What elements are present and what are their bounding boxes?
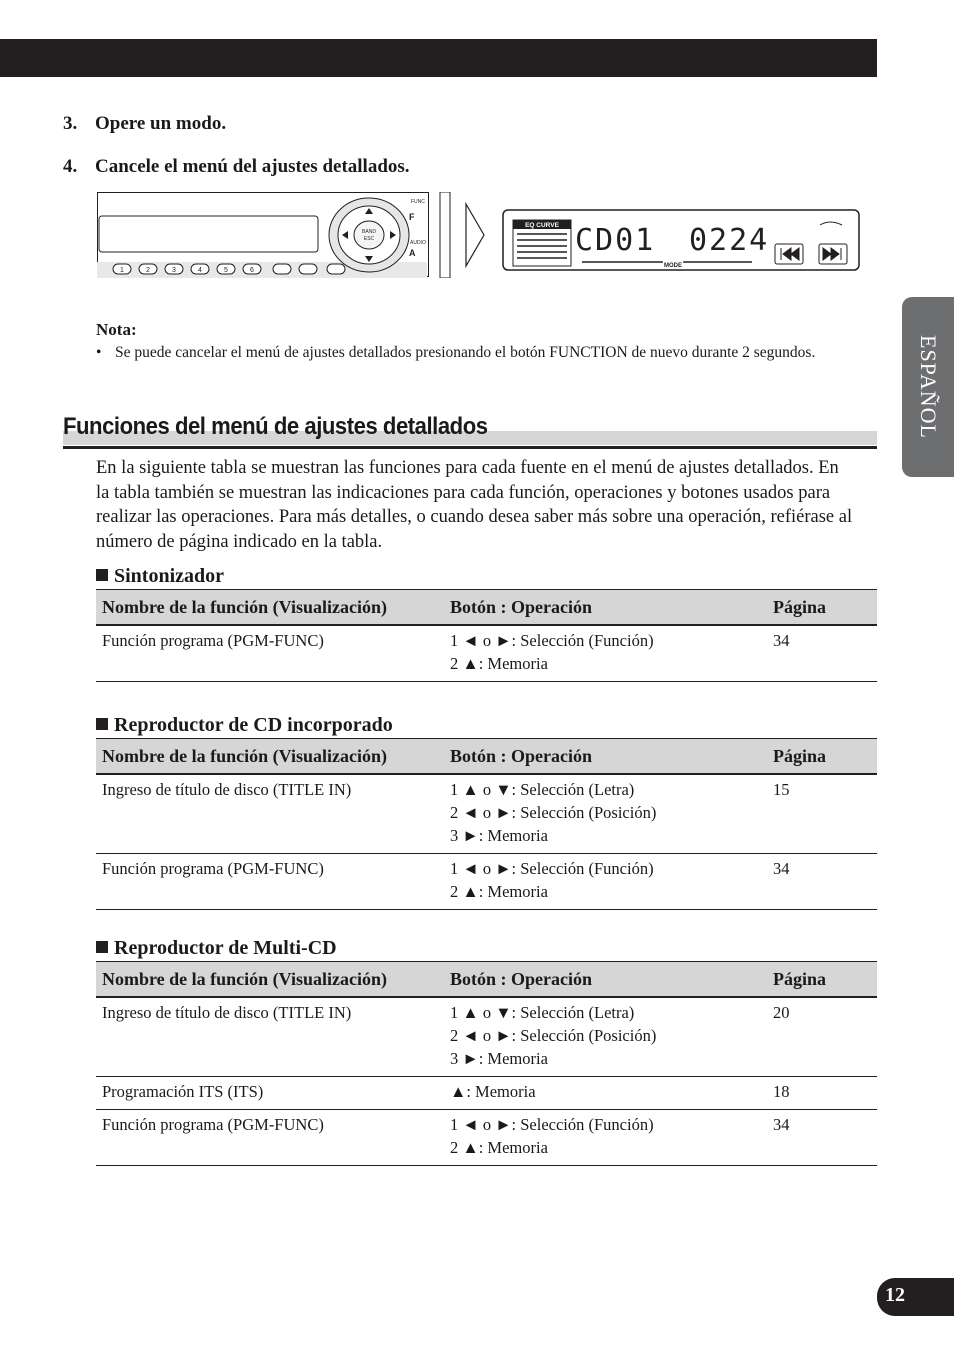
cell-name: Función programa (PGM-FUNC) [96, 625, 444, 682]
arrow-right-icon [466, 204, 484, 266]
header-page: Página [767, 590, 877, 626]
operation-line: 1 ▲ o ▼: Selección (Letra) [450, 1003, 635, 1022]
cell-page: 18 [767, 1077, 877, 1110]
nota-title: Nota: [96, 320, 137, 339]
preset-label-5: 5 [224, 267, 228, 274]
section-heading [63, 413, 877, 449]
function-table-cd [96, 738, 877, 910]
square-bullet-icon [96, 941, 108, 953]
operation-line: 1 ◄ o ►: Selección (Función) [450, 1115, 654, 1134]
preset-label-2: 2 [146, 267, 150, 274]
unit-audio-label: AUDIO [410, 240, 426, 246]
subsection-title-text: Sintonizador [114, 565, 225, 587]
subsection-title [96, 714, 393, 737]
cell-page: 20 [767, 997, 877, 1077]
step-4 [63, 156, 410, 178]
header-operation: Botón : Operación [444, 739, 767, 775]
unit-display-window [99, 216, 318, 252]
lcd-mode-label: MODE [664, 263, 682, 269]
header-page: Página [767, 739, 877, 775]
unit-esc-label: ESC [363, 236, 375, 242]
page-number-badge [877, 1278, 954, 1316]
head-unit-illustration [97, 192, 861, 278]
bullet-icon: • [96, 344, 102, 361]
subsection-title [96, 937, 337, 960]
header-operation: Botón : Operación [444, 962, 767, 998]
unit-a-label: A [409, 248, 416, 258]
cell-name: Ingreso de título de disco (TITLE IN) [96, 774, 444, 854]
operation-line: 2 ▲: Memoria [450, 1138, 548, 1157]
table-row [96, 854, 877, 910]
operation-line: 2 ▲: Memoria [450, 654, 548, 673]
step-text: Opere un modo. [95, 113, 227, 134]
cell-operation [444, 997, 767, 1077]
header-name: Nombre de la función (Visualización) [96, 590, 444, 626]
preset-label-3: 3 [172, 267, 176, 274]
operation-line: 1 ◄ o ►: Selección (Función) [450, 859, 654, 878]
table-header-row [96, 590, 877, 626]
table-row [96, 774, 877, 854]
cell-name: Programación ITS (ITS) [96, 1077, 444, 1110]
cell-page: 34 [767, 1110, 877, 1166]
section-title: Funciones del menú de ajustes detallados [63, 413, 488, 440]
cell-name: Ingreso de título de disco (TITLE IN) [96, 997, 444, 1077]
cell-operation [444, 774, 767, 854]
step-3 [63, 113, 226, 135]
nota-text: Se puede cancelar el menú de ajustes detallados presionando el botón FUNCTION de nuevo durante 2 segundos. [115, 344, 816, 361]
cell-page: 15 [767, 774, 877, 854]
subsection-title-text: Reproductor de Multi-CD [114, 937, 337, 959]
operation-line: 2 ◄ o ►: Selección (Posición) [450, 803, 657, 822]
table-header-row [96, 739, 877, 775]
table-row [96, 625, 877, 682]
table-row [96, 1110, 877, 1166]
function-table-tuner [96, 589, 877, 682]
cell-operation [444, 854, 767, 910]
cell-name: Función programa (PGM-FUNC) [96, 1110, 444, 1166]
page-number: 12 [885, 1284, 905, 1306]
cell-name: Función programa (PGM-FUNC) [96, 854, 444, 910]
preset-label-1: 1 [120, 267, 124, 274]
preset-label-4: 4 [198, 267, 202, 274]
header-page: Página [767, 962, 877, 998]
step-number: 3. [63, 113, 78, 134]
square-bullet-icon [96, 718, 108, 730]
language-tab-label: ESPAÑOL [916, 335, 941, 439]
operation-line: 1 ◄ o ►: Selección (Función) [450, 631, 654, 650]
header-operation: Botón : Operación [444, 590, 767, 626]
lcd-time: 0224 [689, 223, 770, 258]
cell-operation [444, 1077, 767, 1110]
operation-line: 3 ►: Memoria [450, 1049, 548, 1068]
subsection-title-text: Reproductor de CD incorporado [114, 714, 393, 736]
square-bullet-icon [96, 569, 108, 581]
lcd-source: CD01 [575, 223, 656, 258]
step-text: Cancele el menú del ajustes detallados. [95, 156, 410, 177]
table-row [96, 997, 877, 1077]
operation-line: 2 ▲: Memoria [450, 882, 548, 901]
header-name: Nombre de la función (Visualización) [96, 739, 444, 775]
subsection-title [96, 565, 224, 588]
table-header-row [96, 962, 877, 998]
table-row [96, 1077, 877, 1110]
cell-page: 34 [767, 625, 877, 682]
unit-f-label: F [409, 212, 415, 222]
operation-line: 3 ►: Memoria [450, 826, 548, 845]
nota-item [96, 343, 836, 364]
header-bar [0, 39, 877, 77]
cell-operation [444, 625, 767, 682]
eq-curve-label: EQ CURVE [525, 222, 559, 229]
unit-side-edge [440, 192, 450, 278]
header-name: Nombre de la función (Visualización) [96, 962, 444, 998]
function-table-multi-cd [96, 961, 877, 1166]
language-tab [902, 297, 954, 477]
cell-operation [444, 1110, 767, 1166]
intro-paragraph: En la siguiente tabla se muestran las funciones para cada fuente en el menú de ajustes detallados. En la tabla también se muestran las indicaciones para cada función, operaciones y botones usados para realizar las operaciones. Para más detalles, o cuando desea saber más sobre una operación, refiérase al número de página indicado en la tabla. [96, 458, 853, 552]
step-number: 4. [63, 156, 78, 177]
operation-line: 1 ▲ o ▼: Selección (Letra) [450, 780, 635, 799]
unit-func-label: FUNC [411, 199, 425, 205]
cell-page: 34 [767, 854, 877, 910]
operation-line: 2 ◄ o ►: Selección (Posición) [450, 1026, 657, 1045]
operation-line: ▲: Memoria [450, 1082, 536, 1101]
unit-band-label: BAND [362, 229, 376, 235]
preset-label-6: 6 [250, 267, 254, 274]
